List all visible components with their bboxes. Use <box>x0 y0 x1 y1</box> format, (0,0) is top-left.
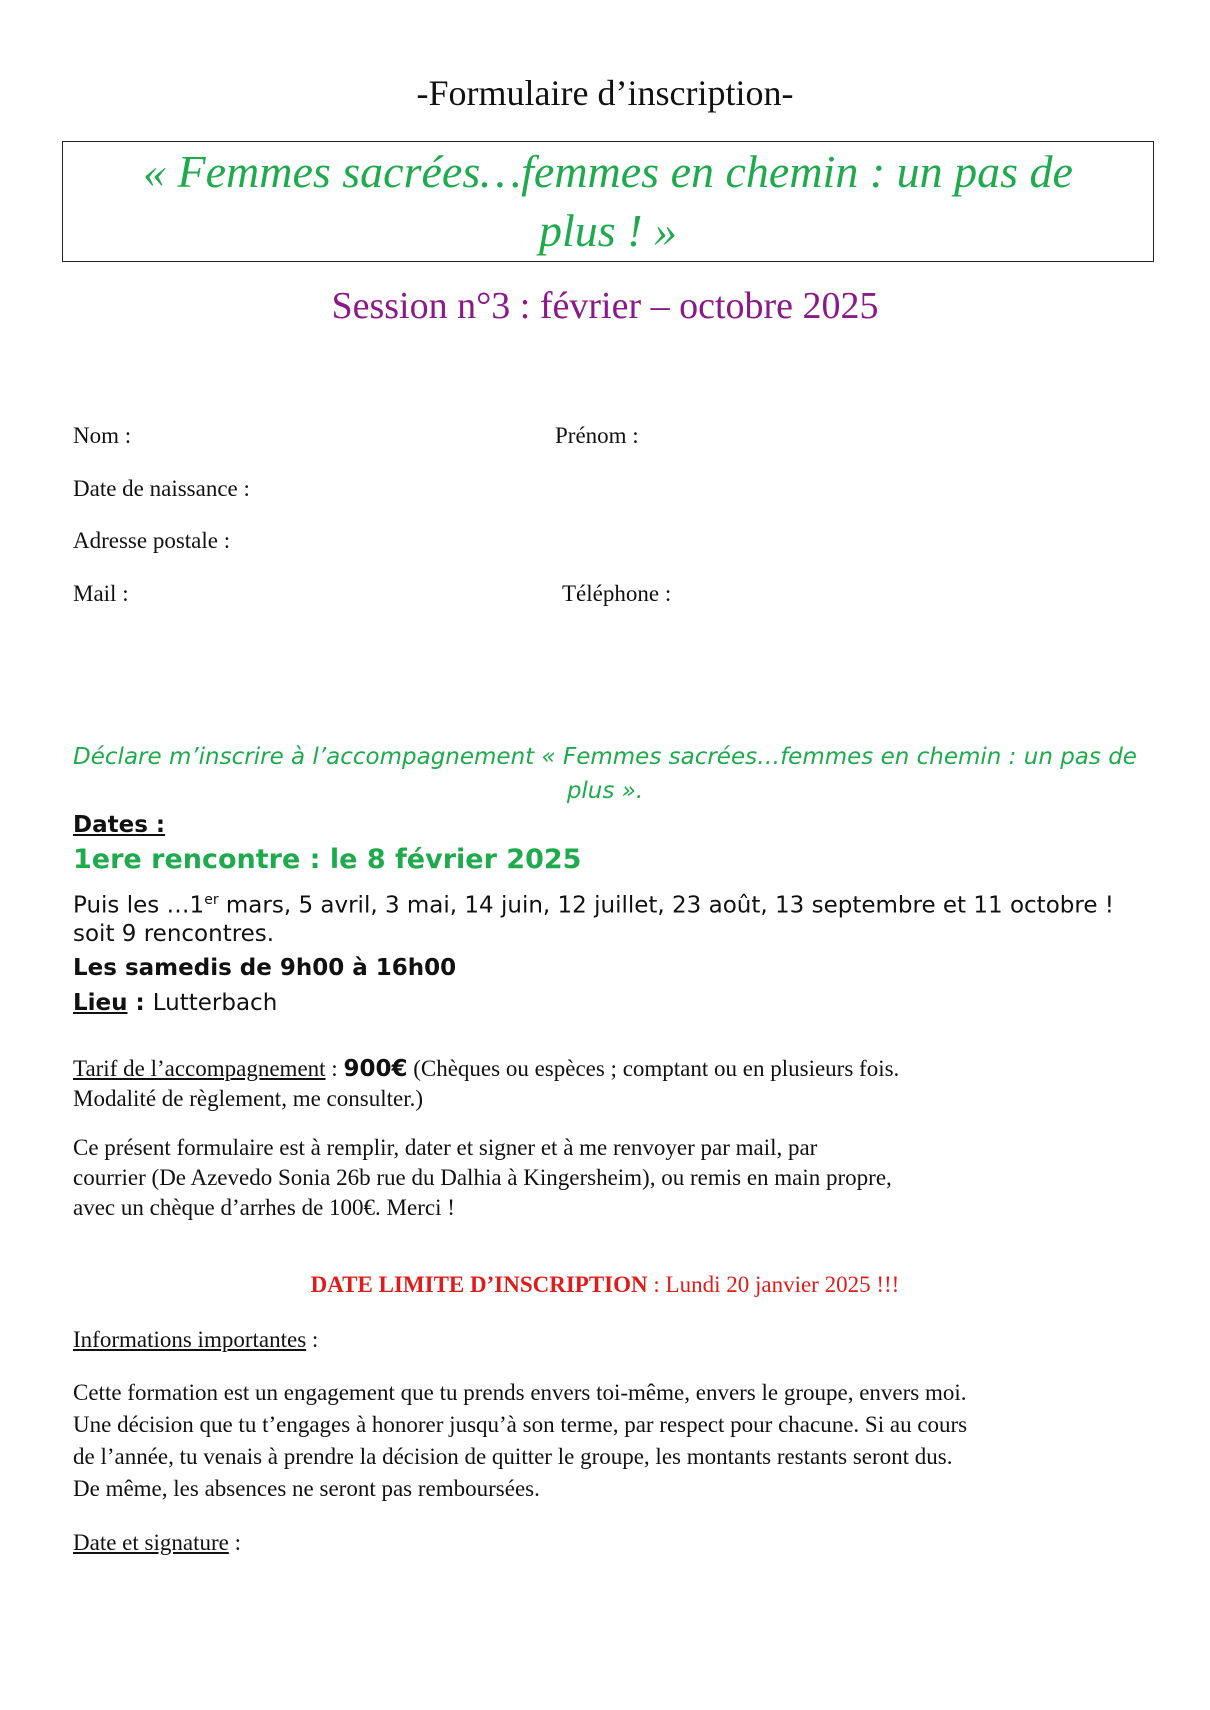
tarif-colon: : <box>325 1056 344 1081</box>
info-line3: de l’année, tu venais à prendre la décision de quitter le groupe, les montants restants seront dus. <box>73 1444 953 1469</box>
deadline-label: DATE LIMITE D’INSCRIPTION <box>310 1272 648 1297</box>
field-mail: Mail : <box>73 581 129 606</box>
tarif-price: 900€ <box>343 1056 408 1082</box>
envoi-line1: Ce présent formulaire est à remplir, dater et signer et à me renvoyer par mail, par <box>73 1135 818 1160</box>
envoi-instructions <box>73 1133 1143 1223</box>
field-prenom: Prénom : <box>555 423 639 448</box>
other-dates-sup: er <box>204 892 219 908</box>
deadline-value: : Lundi 20 janvier 2025 !!! <box>647 1272 900 1297</box>
signature-label-text: Date et signature <box>73 1530 229 1555</box>
info-text <box>73 1377 1143 1505</box>
info-line2: Une décision que tu t’engages à honorer jusqu’à son terme, par respect pour chacune. Si au cours <box>73 1412 968 1437</box>
tarif-detail-line1: (Chèques ou espèces ; comptant ou en plusieurs fois. <box>407 1056 900 1081</box>
info-label <box>73 1325 1143 1355</box>
main-title <box>80 142 1136 260</box>
declaration-line1: Déclare m’inscrire à l’accompagnement « Femmes sacrées…femmes en chemin : un pas de <box>73 744 1137 770</box>
info-label-text: Informations importantes <box>73 1327 307 1352</box>
lieu-label: Lieu <box>73 990 128 1016</box>
other-dates-rest: mars, 5 avril, 3 mai, 14 juin, 12 juillet, 23 août, 13 septembre et 11 octobre ! <box>218 892 1115 919</box>
dates-label: Dates : <box>73 812 166 838</box>
tarif-label: Tarif de l’accompagnement <box>73 1056 326 1081</box>
other-dates-prefix: Puis les …1 <box>73 892 205 919</box>
tarif <box>73 1054 1143 1114</box>
info-label-colon: : <box>306 1327 319 1352</box>
tarif-detail-line2: Modalité de règlement, me consulter.) <box>73 1086 423 1111</box>
envoi-line2: courrier (De Azevedo Sonia 26b rue du Dalhia à Kingersheim), ou remis en main propre, <box>73 1165 892 1190</box>
lieu-value: Lutterbach <box>152 990 278 1016</box>
field-nom: Nom : <box>73 423 132 448</box>
meeting-count: soit 9 rencontres. <box>73 921 275 947</box>
form-title: -Formulaire d’inscription- <box>416 73 794 113</box>
main-title-line1: « Femmes sacrées…femmes en chemin : un pas de <box>143 146 1073 197</box>
signature-label <box>73 1528 1143 1558</box>
envoi-line3: avec un chèque d’arrhes de 100€. Merci ! <box>73 1195 455 1220</box>
schedule: Les samedis de 9h00 à 16h00 <box>73 955 457 981</box>
deadline <box>0 1272 1210 1298</box>
info-line4: De même, les absences ne seront pas remboursées. <box>73 1476 540 1501</box>
info-line1: Cette formation est un engagement que tu prends envers toi-même, envers le groupe, envers moi. <box>73 1380 967 1405</box>
declaration-line2: plus ». <box>566 778 644 804</box>
session-title: Session n°3 : février – octobre 2025 <box>331 285 879 327</box>
field-date-naissance: Date de naissance : <box>73 476 250 501</box>
lieu-colon: : <box>127 990 153 1016</box>
signature-label-colon: : <box>228 1530 241 1555</box>
field-adresse: Adresse postale : <box>73 528 231 553</box>
main-title-line2: plus ! » <box>539 205 677 256</box>
first-meeting: 1ere rencontre : le 8 février 2025 <box>73 844 582 875</box>
lieu <box>73 986 277 1020</box>
declaration <box>70 740 1140 808</box>
field-telephone: Téléphone : <box>562 581 672 606</box>
